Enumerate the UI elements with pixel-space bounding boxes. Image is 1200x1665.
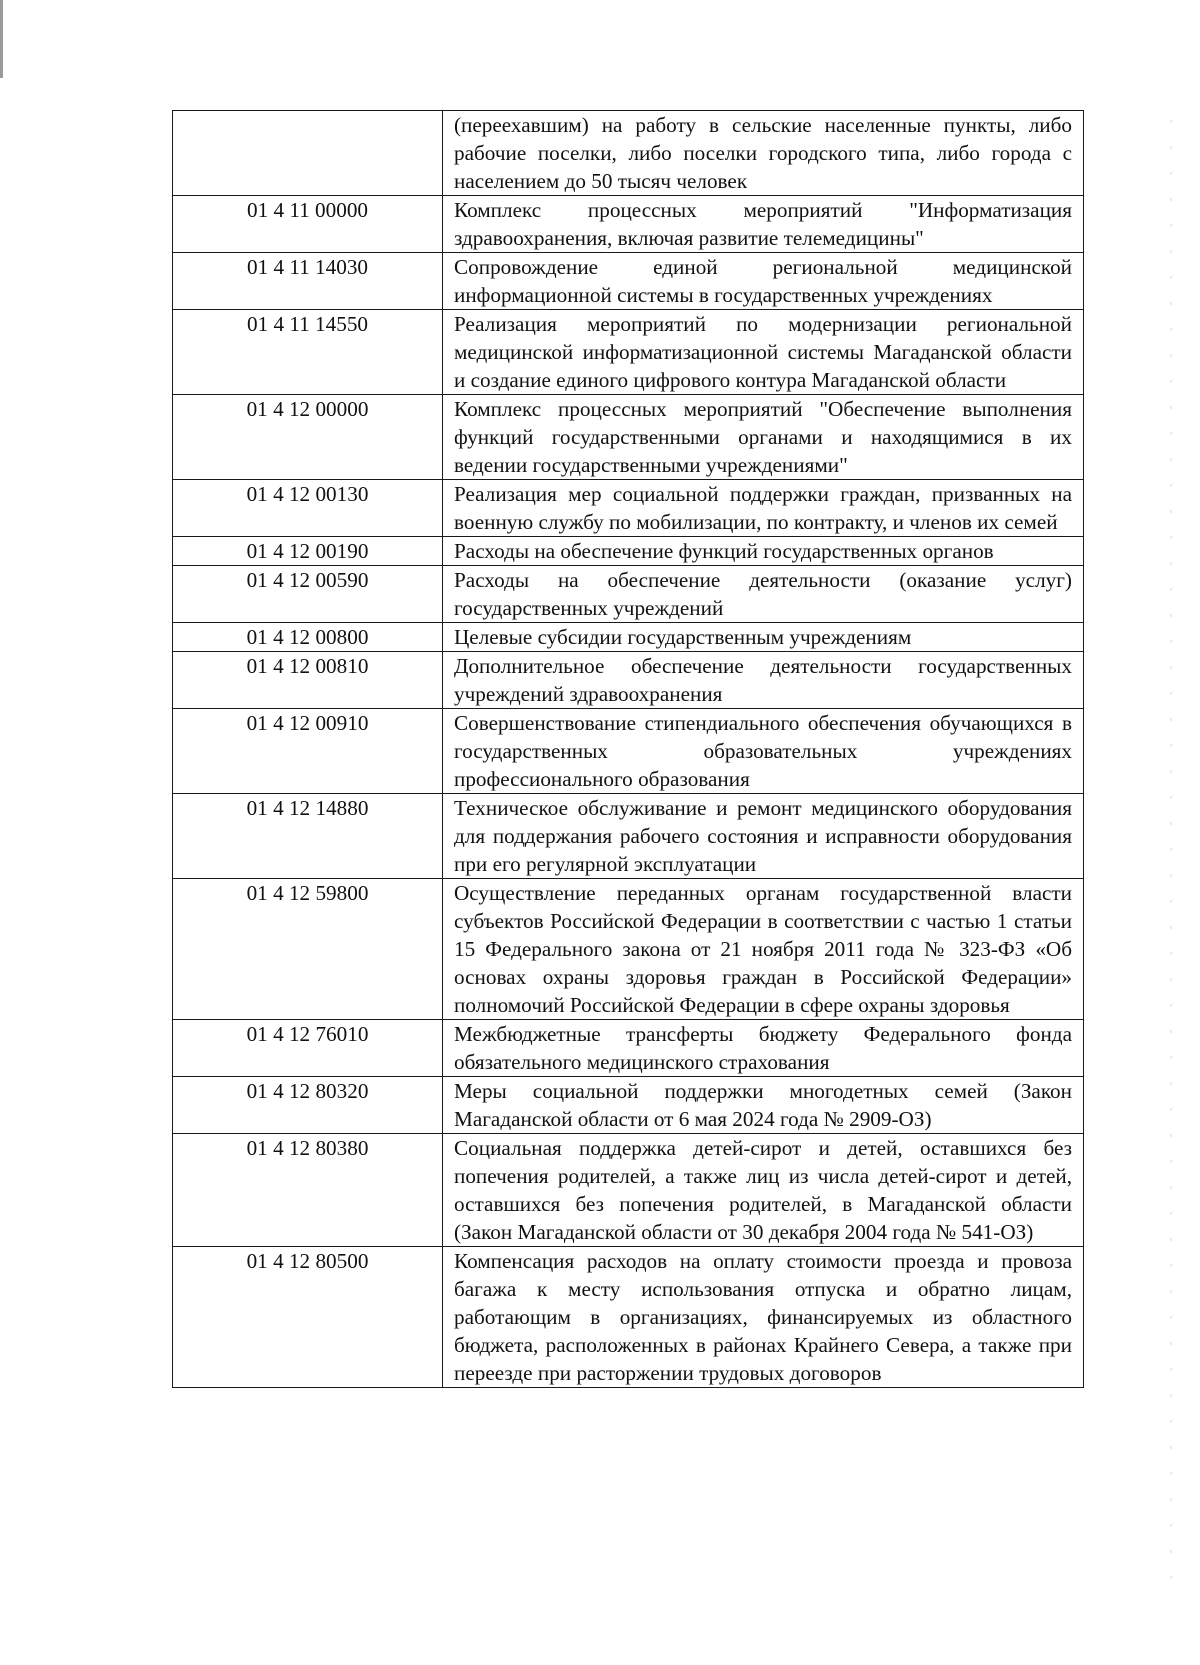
table-row bbox=[173, 652, 1084, 709]
description-cell: Техническое обслуживание и ремонт медицинского оборудования для поддержания рабочего состояния и исправности оборудования при его регулярной эксплуатации bbox=[443, 794, 1084, 879]
table-row bbox=[173, 111, 1084, 196]
scan-margin-mark bbox=[0, 0, 3, 78]
code-cell: 01 4 11 14550 bbox=[173, 310, 443, 395]
table-row bbox=[173, 879, 1084, 1020]
description-cell: Совершенствование стипендиального обеспечения обучающихся в государственных образовательных учреждениях профессионального образования bbox=[443, 709, 1084, 794]
description-cell: Целевые субсидии государственным учреждениям bbox=[443, 623, 1084, 652]
description-cell: Дополнительное обеспечение деятельности государственных учреждений здравоохранения bbox=[443, 652, 1084, 709]
table-row bbox=[173, 566, 1084, 623]
code-cell: 01 4 12 00190 bbox=[173, 537, 443, 566]
code-cell: 01 4 12 00810 bbox=[173, 652, 443, 709]
code-cell bbox=[173, 111, 443, 196]
description-cell: Реализация мероприятий по модернизации региональной медицинской информатизационной системы Магаданской области и создание единого цифрового контура Магаданской области bbox=[443, 310, 1084, 395]
code-cell: 01 4 12 14880 bbox=[173, 794, 443, 879]
description-cell: Осуществление переданных органам государственной власти субъектов Российской Федерации в соответствии с частью 1 статьи 15 Федерального закона от 21 ноября 2011 года № 323-ФЗ «Об основах охраны здоровья граждан в Российской Федерации» полномочий Российской Федерации в сфере охраны здоровья bbox=[443, 879, 1084, 1020]
code-cell: 01 4 12 00590 bbox=[173, 566, 443, 623]
code-cell: 01 4 12 80320 bbox=[173, 1077, 443, 1134]
code-cell: 01 4 12 76010 bbox=[173, 1020, 443, 1077]
budget-code-table-body bbox=[173, 111, 1084, 1388]
budget-code-table bbox=[172, 110, 1084, 1388]
table-row bbox=[173, 480, 1084, 537]
scan-edge-noise bbox=[1170, 120, 1172, 1600]
description-cell: (переехавшим) на работу в сельские населенные пункты, либо рабочие поселки, либо поселки городского типа, либо города с населением до 50 тысяч человек bbox=[443, 111, 1084, 196]
description-cell: Реализация мер социальной поддержки граждан, призванных на военную службу по мобилизации, по контракту, и членов их семей bbox=[443, 480, 1084, 537]
table-row bbox=[173, 794, 1084, 879]
code-cell: 01 4 12 80380 bbox=[173, 1134, 443, 1247]
description-cell: Комплекс процессных мероприятий "Обеспечение выполнения функций государственными органами и находящимися в их ведении государственными учреждениями" bbox=[443, 395, 1084, 480]
description-cell: Межбюджетные трансферты бюджету Федерального фонда обязательного медицинского страхования bbox=[443, 1020, 1084, 1077]
table-row bbox=[173, 1247, 1084, 1388]
description-cell: Расходы на обеспечение деятельности (оказание услуг) государственных учреждений bbox=[443, 566, 1084, 623]
code-cell: 01 4 12 00130 bbox=[173, 480, 443, 537]
table-row bbox=[173, 253, 1084, 310]
code-cell: 01 4 12 59800 bbox=[173, 879, 443, 1020]
table-row bbox=[173, 623, 1084, 652]
code-cell: 01 4 12 00000 bbox=[173, 395, 443, 480]
description-cell: Расходы на обеспечение функций государственных органов bbox=[443, 537, 1084, 566]
code-cell: 01 4 11 00000 bbox=[173, 196, 443, 253]
code-cell: 01 4 12 00910 bbox=[173, 709, 443, 794]
table-row bbox=[173, 1020, 1084, 1077]
code-cell: 01 4 12 00800 bbox=[173, 623, 443, 652]
description-cell: Сопровождение единой региональной медицинской информационной системы в государственных учреждениях bbox=[443, 253, 1084, 310]
description-cell: Меры социальной поддержки многодетных семей (Закон Магаданской области от 6 мая 2024 года № 2909-ОЗ) bbox=[443, 1077, 1084, 1134]
table-row bbox=[173, 1077, 1084, 1134]
table-row bbox=[173, 709, 1084, 794]
description-cell: Компенсация расходов на оплату стоимости проезда и провоза багажа к месту использования отпуска и обратно лицам, работающим в организациях, финансируемых из областного бюджета, расположенных в районах Крайнего Севера, а также при переезде при расторжении трудовых договоров bbox=[443, 1247, 1084, 1388]
table-row bbox=[173, 395, 1084, 480]
table-row bbox=[173, 310, 1084, 395]
description-cell: Комплекс процессных мероприятий "Информатизация здравоохранения, включая развитие телемедицины" bbox=[443, 196, 1084, 253]
code-cell: 01 4 11 14030 bbox=[173, 253, 443, 310]
code-cell: 01 4 12 80500 bbox=[173, 1247, 443, 1388]
table-row bbox=[173, 1134, 1084, 1247]
description-cell: Социальная поддержка детей-сирот и детей, оставшихся без попечения родителей, а также лиц из числа детей-сирот и детей, оставшихся без попечения родителей, в Магаданской области (Закон Магаданской области от 30 декабря 2004 года № 541-ОЗ) bbox=[443, 1134, 1084, 1247]
table-row bbox=[173, 537, 1084, 566]
table-row bbox=[173, 196, 1084, 253]
